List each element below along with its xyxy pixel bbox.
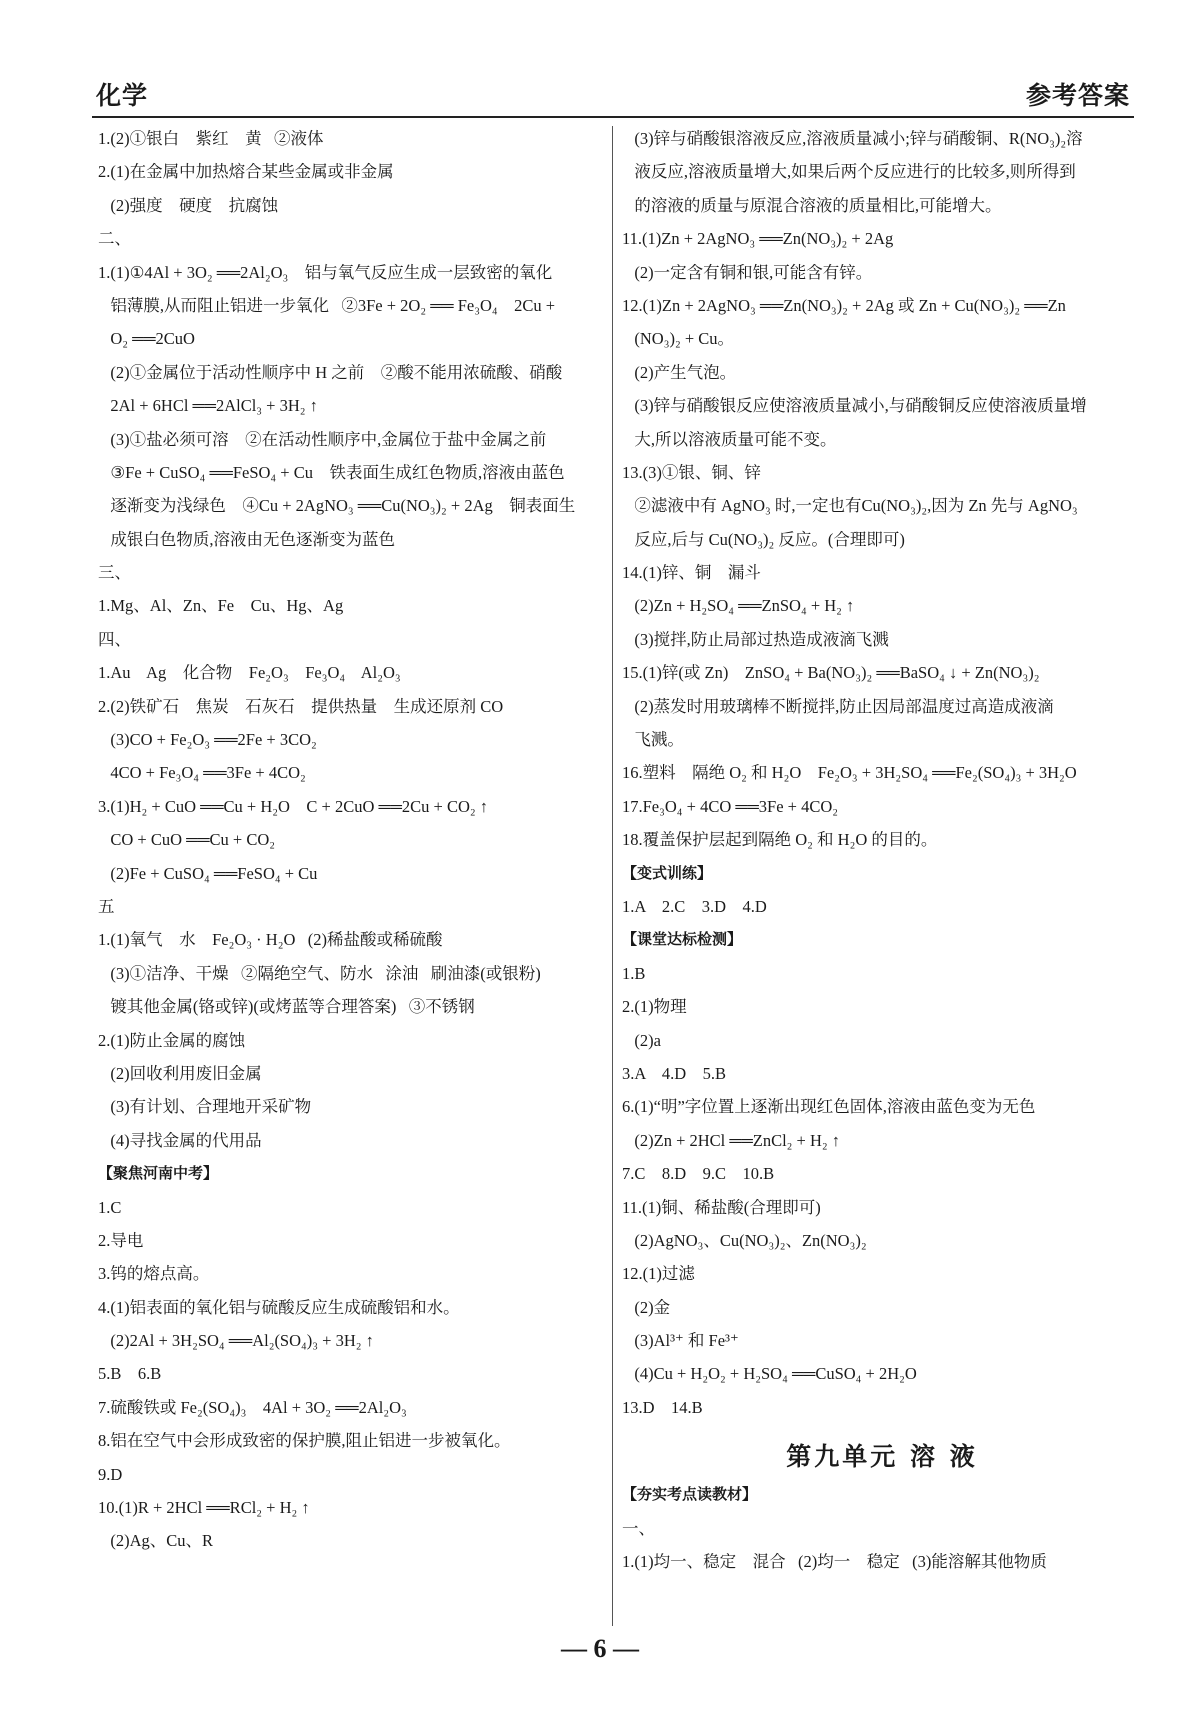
- answer-line: ③Fe + CuSO₄ ══FeSO₄ + Cu 铁表面生成红色物质,溶液由蓝色: [98, 462, 565, 482]
- answer-line: 反应,后与 Cu(NO₃)₂ 反应。(合理即可): [622, 529, 905, 549]
- answer-line: O₂ ══2CuO: [98, 329, 195, 349]
- answer-line: (4)寻找金属的代用品: [98, 1130, 262, 1150]
- answer-line: (2)Ag、Cu、R: [98, 1531, 214, 1551]
- answer-line: 五: [98, 896, 115, 916]
- answer-line: 12.(1)Zn + 2AgNO₃ ══Zn(NO₃)₂ + 2Ag 或 Zn + Cu(NO₃)₂ ══Zn: [622, 295, 1066, 315]
- answer-line: (2)Zn + 2HCl ══ZnCl₂ + H₂ ↑: [622, 1130, 841, 1150]
- answer-line: ②滤液中有 AgNO₃ 时,一定也有Cu(NO₃)₂,因为 Zn 先与 AgNO₃: [622, 496, 1078, 516]
- answer-line: 的溶液的质量与原混合溶液的质量相比,可能增大。: [622, 195, 1002, 215]
- answer-line: (2)①金属位于活动性顺序中 H 之前 ②酸不能用浓硫酸、硝酸: [98, 362, 563, 382]
- answer-line: 14.(1)锌、铜 漏斗: [622, 563, 761, 583]
- answer-line: (2)回收利用废旧金属: [98, 1063, 262, 1083]
- column-divider: [612, 126, 613, 1626]
- answer-line: 13.D 14.B: [622, 1397, 703, 1417]
- answer-line: 四、: [98, 629, 131, 649]
- answer-line: 3.钨的熔点高。: [98, 1264, 210, 1284]
- answer-line: 15.(1)锌(或 Zn) ZnSO₄ + Ba(NO₃)₂ ══BaSO₄ ↓ + Zn(NO₃)₂: [622, 663, 1040, 683]
- answer-line: 4CO + Fe₃O₄ ══3Fe + 4CO₂: [98, 763, 306, 783]
- answer-line: (2)一定含有铜和银,可能含有锌。: [622, 262, 873, 282]
- answer-line: 1.(1)均一、稳定 混合 (2)均一 稳定 (3)能溶解其他物质: [622, 1552, 1047, 1572]
- section-heading: 【聚焦河南中考】: [98, 1164, 219, 1183]
- answer-line: (2)Zn + H₂SO₄ ══ZnSO₄ + H₂ ↑: [622, 596, 855, 616]
- answer-line: 三、: [98, 563, 131, 583]
- answer-line: (2)Fe + CuSO₄ ══FeSO₄ + Cu: [98, 863, 318, 883]
- answer-line: (2)产生气泡。: [622, 362, 737, 382]
- answer-line: 1.A 2.C 3.D 4.D: [622, 896, 767, 916]
- answer-line: 1.(1)①4Al + 3O₂ ══2Al₂O₃ 铝与氧气反应生成一层致密的氧化: [98, 262, 553, 282]
- answer-line: 13.(3)①银、铜、锌: [622, 462, 761, 482]
- answer-line: 1.(2)①银白 紫红 黄 ②液体: [98, 129, 324, 148]
- answer-line: 7.C 8.D 9.C 10.B: [622, 1164, 775, 1184]
- answer-line: 11.(1)Zn + 2AgNO₃ ══Zn(NO₃)₂ + 2Ag: [622, 229, 894, 249]
- answer-line: 4.(1)铝表面的氧化铝与硫酸反应生成硫酸铝和水。: [98, 1297, 460, 1317]
- answer-line: 2.(1)在金属中加热熔合某些金属或非金属: [98, 162, 394, 182]
- answer-line: 1.C: [98, 1197, 122, 1217]
- answer-line: 3.A 4.D 5.B: [622, 1063, 727, 1083]
- answer-line: 8.铝在空气中会形成致密的保护膜,阻止铝进一步被氧化。: [98, 1431, 511, 1451]
- answer-line: 1.Mg、Al、Zn、Fe Cu、Hg、Ag: [98, 596, 344, 616]
- answer-line: 飞溅。: [622, 730, 684, 750]
- answer-line: 2.(1)防止金属的腐蚀: [98, 1030, 246, 1050]
- section-heading: 【课堂达标检测】: [622, 930, 743, 949]
- answer-line: 液反应,溶液质量增大,如果后两个反应进行的比较多,则所得到: [622, 162, 1076, 182]
- answer-line: 2.(2)铁矿石 焦炭 石灰石 提供热量 生成还原剂 CO: [98, 696, 504, 716]
- answer-line: 3.(1)H₂ + CuO ══Cu + H₂O C + 2CuO ══2Cu + CO₂ ↑: [98, 796, 489, 816]
- answer-line: (3)CO + Fe₂O₃ ══2Fe + 3CO₂: [98, 730, 317, 750]
- answer-line: 成银白色物质,溶液由无色逐渐变为蓝色: [98, 529, 395, 549]
- answer-line: 逐渐变为浅绿色 ④Cu + 2AgNO₃ ══Cu(NO₃)₂ + 2Ag 铜表面生: [98, 496, 576, 516]
- answer-line: (3)①洁净、干燥 ②隔绝空气、防水 涂油 刷油漆(或银粉): [98, 963, 541, 983]
- answer-line: 1.(1)氧气 水 Fe₂O₃ · H₂O (2)稀盐酸或稀硫酸: [98, 930, 443, 950]
- section-heading: 【夯实考点读教材】: [622, 1485, 758, 1504]
- answer-line: 1.B: [622, 963, 646, 983]
- answer-line: 6.(1)“明”字位置上逐渐出现红色固体,溶液由蓝色变为无色: [622, 1097, 1036, 1117]
- answer-line: 9.D: [98, 1464, 123, 1484]
- answer-line: 1.Au Ag 化合物 Fe₂O₃ Fe₃O₄ Al₂O₃: [98, 663, 401, 683]
- answer-line: (3)锌与硝酸银反应使溶液质量减小,与硝酸铜反应使溶液质量增: [622, 396, 1087, 416]
- left-column: [98, 122, 598, 1558]
- answer-line: 18.覆盖保护层起到隔绝 O₂ 和 H₂O 的目的。: [622, 830, 938, 850]
- answer-line: 大,所以溶液质量可能不变。: [622, 429, 837, 449]
- answer-line: 铝薄膜,从而阻止铝进一步氧化 ②3Fe + 2O₂ ══ Fe₃O₄ 2Cu +: [98, 295, 556, 315]
- answer-line: 7.硫酸铁或 Fe₂(SO₄)₃ 4Al + 3O₂ ══2Al₂O₃: [98, 1397, 407, 1417]
- answer-line: (3)搅拌,防止局部过热造成液滴飞溅: [622, 629, 889, 649]
- section-heading: 【变式训练】: [622, 863, 713, 882]
- answer-line: (2)2Al + 3H₂SO₄ ══Al₂(SO₄)₃ + 3H₂ ↑: [98, 1331, 374, 1351]
- answer-line: 10.(1)R + 2HCl ══RCl₂ + H₂ ↑: [98, 1498, 310, 1518]
- answer-line: 5.B 6.B: [98, 1364, 162, 1384]
- answer-line: 二、: [98, 229, 131, 249]
- answer-line: 16.塑料 隔绝 O₂ 和 H₂O Fe₂O₃ + 3H₂SO₄ ══Fe₂(SO₄)₃ + 3H₂O: [622, 763, 1077, 783]
- header-rule: [92, 116, 1134, 118]
- answer-line: (2)a: [622, 1030, 661, 1050]
- answer-line: (2)金: [622, 1297, 671, 1317]
- page-number: — 6 —: [561, 1634, 639, 1663]
- subject-heading: 化学: [96, 81, 149, 110]
- answer-line: (3)Al³⁺ 和 Fe³⁺: [622, 1331, 739, 1351]
- section-heading: 参考答案: [1025, 81, 1130, 110]
- answer-line: (2)AgNO₃、Cu(NO₃)₂、Zn(NO₃)₂: [622, 1230, 867, 1250]
- answer-line: 2.(1)物理: [622, 997, 687, 1017]
- answer-line: 镀其他金属(铬或锌)(或烤蓝等合理答案) ③不锈钢: [98, 997, 475, 1017]
- answer-line: (2)蒸发时用玻璃棒不断搅拌,防止因局部温度过高造成液滴: [622, 696, 1054, 716]
- answer-line: 17.Fe₃O₄ + 4CO ══3Fe + 4CO₂: [622, 796, 839, 816]
- answer-line: (NO₃)₂ + Cu。: [622, 329, 735, 349]
- answer-line: 一、: [622, 1518, 655, 1538]
- answer-line: (3)①盐必须可溶 ②在活动性顺序中,金属位于盐中金属之前: [98, 429, 547, 449]
- answer-line: 2Al + 6HCl ══2AlCl₃ + 3H₂ ↑: [98, 396, 318, 416]
- answer-line: (2)强度 硬度 抗腐蚀: [98, 195, 279, 215]
- answer-line: (3)锌与硝酸银溶液反应,溶液质量减小;锌与硝酸铜、R(NO₃)₂溶: [622, 129, 1083, 148]
- answer-line: 11.(1)铜、稀盐酸(合理即可): [622, 1197, 821, 1217]
- right-column: [622, 122, 1142, 1578]
- answer-line: 2.导电: [98, 1230, 144, 1250]
- answer-line: 12.(1)过滤: [622, 1264, 695, 1284]
- unit-title: 第九单元 溶 液: [786, 1442, 978, 1472]
- answer-line: (3)有计划、合理地开采矿物: [98, 1097, 312, 1117]
- answer-line: (4)Cu + H₂O₂ + H₂SO₄ ══CuSO₄ + 2H₂O: [622, 1364, 917, 1384]
- answer-line: CO + CuO ══Cu + CO₂: [98, 830, 276, 850]
